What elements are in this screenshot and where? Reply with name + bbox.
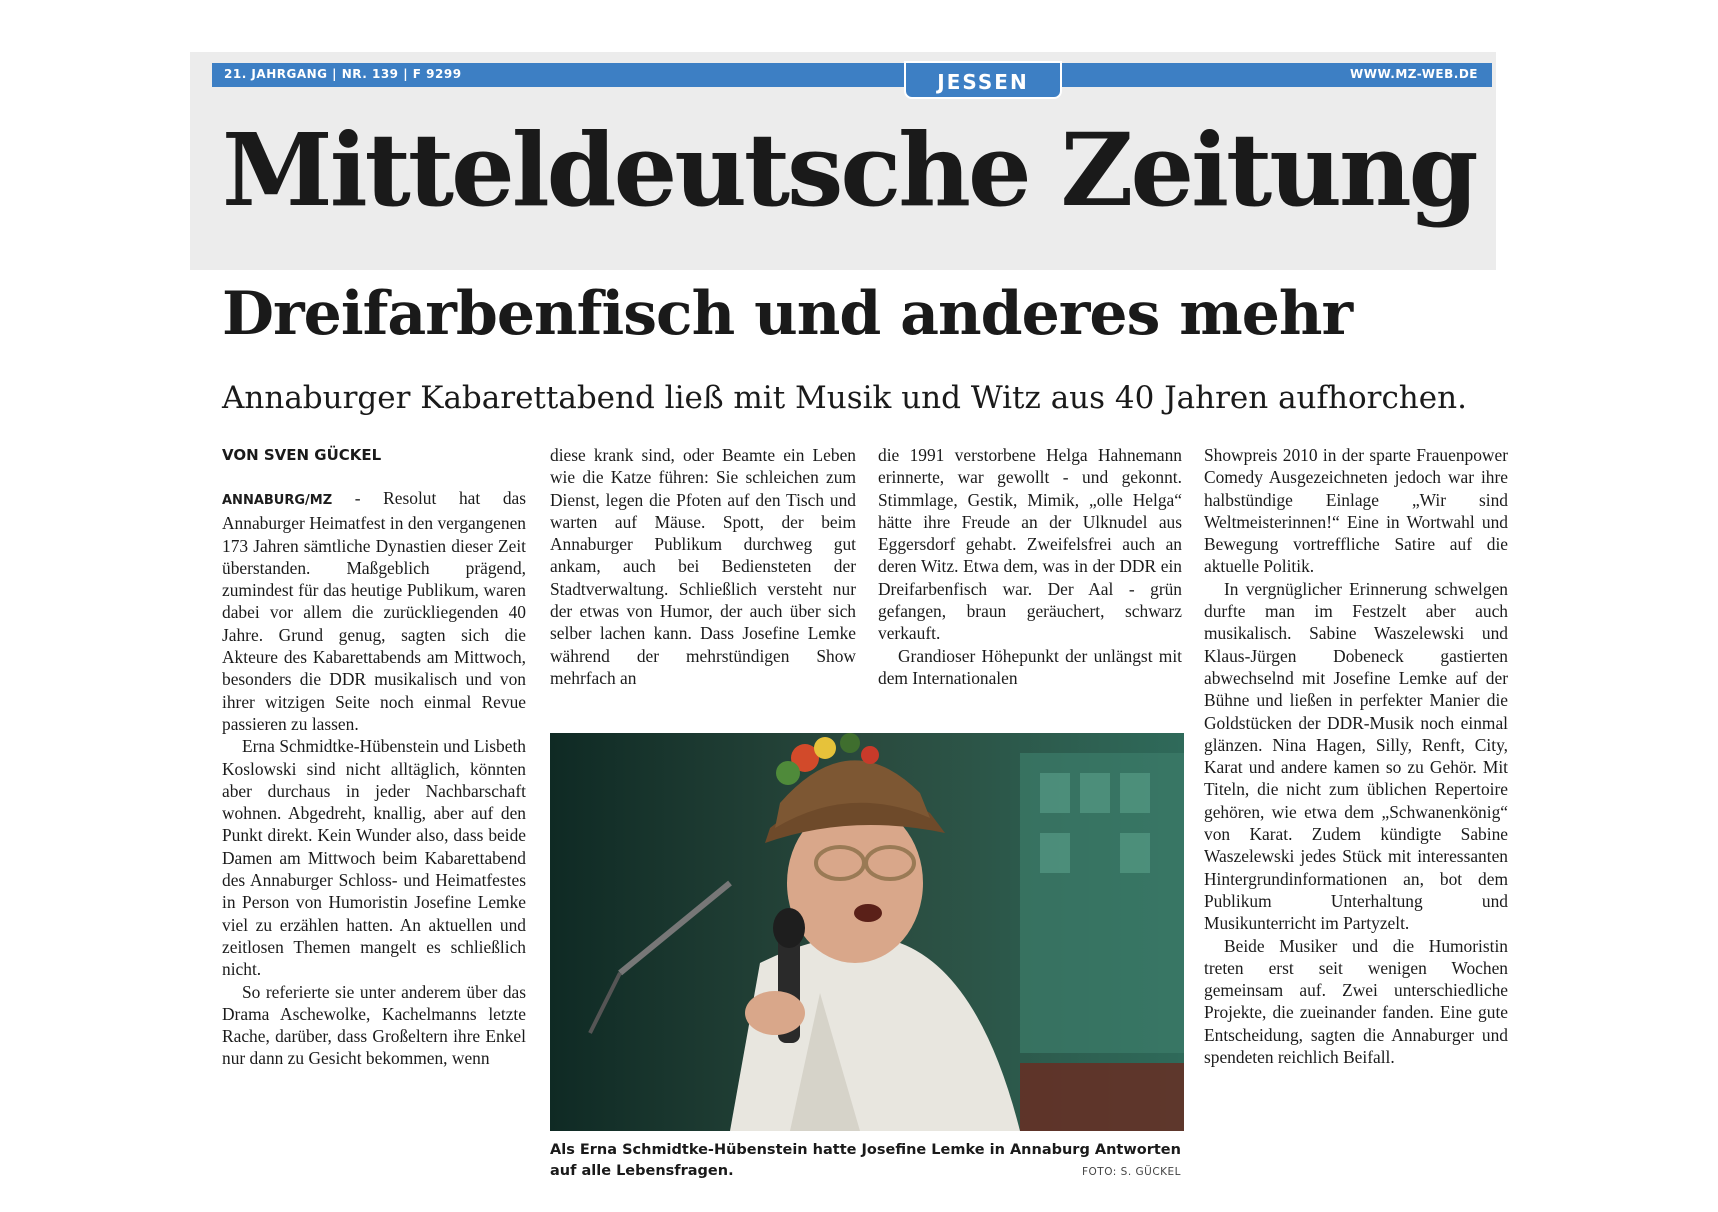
dateline: ANNABURG/MZ — [222, 493, 333, 508]
article-subheadline: Annaburger Kabarettabend ließ mit Musik und Witz aus 40 Jahren aufhorchen. — [222, 380, 1467, 416]
article-column-3 — [878, 444, 1182, 689]
paragraph-6: Beide Musiker und die Humoristin treten erst seit wenigen Wochen gemeinsam auf. Zwei unterschiedliche Projekte, die zueinander fanden. Eine gute Entscheidung, sagten die Annaburger und spendeten reichlich Beifall. — [1204, 935, 1508, 1068]
paragraph-3-part-1: So referierte sie unter anderem über das Drama Aschewolke, Kachelmanns letzte Rache, darüber, dass Großeltern ihre Enkel nur dann zu Gesicht bekommen, wenn — [222, 981, 526, 1069]
newspaper-title: Mitteldeutsche Zeitung — [222, 111, 1476, 229]
edition-label: JESSEN — [937, 70, 1029, 94]
paragraph-3-part-2: diese krank sind, oder Beamte ein Leben wie die Katze führen: Sie schleichen zum Dienst, legen die Pfoten auf den Tisch und warten auf Mäuse. Spott, der beim Annaburger Publikum durchweg gut ankam, auch bei Bediensteten der Stadtverwaltung. Schließlich versteht nur der etwas von Humor, der auch über sich selber lachen kann. Dass Josefine Lemke während der mehrstündigen Show mehrfach an — [550, 445, 856, 688]
paragraph-1 — [222, 487, 526, 735]
paragraph-2: Erna Schmidtke-Hübenstein und Lisbeth Koslowski sind nicht alltäglich, könnten aber durchaus in jeder Nachbarschaft wohnen. Abgedreht, knallig, aber auf den Punkt direkt. Kein Wunder also, dass beide Damen am Mittwoch beim Kabarettabend des Annaburger Schloss- und Heimatfestes in Person von Humoristin Josefine Lemke viel zu erzählen hatten. An aktuellen und zeitlosen Themen mangelt es schließlich nicht. — [222, 736, 526, 980]
paragraph-4-part-2: Showpreis 2010 in der sparte Frauenpower Comedy Ausgezeichneten jedoch war ihre halbstündige Einlage „Wir sind Weltmeisterinnen!“ Eine in Wortwahl und Bewegung vortreffliche Satire auf die aktuelle Politik. — [1204, 445, 1508, 577]
article-column-4 — [1204, 444, 1508, 1068]
masthead-top-bar — [212, 63, 1492, 87]
paragraph-3-part-3: die 1991 verstorbene Helga Hahnemann erinnerte, war gewollt - und gekonnt. Stimmlage, Gestik, Mimik, „olle Helga“ hätte ihre Freude an der Ulknudel aus Eggersdorf gehabt. Zweifelsfrei auch an deren Witz. Etwa dem, was in der DDR ein Dreifarbenfisch war. Der Aal - grün gefangen, braun geräuchert, schwarz verkauft. — [878, 445, 1182, 644]
photo-credit: FOTO: S. GÜCKEL — [1082, 1166, 1182, 1178]
issue-info: 21. JAHRGANG | NR. 139 | F 9299 — [224, 67, 462, 81]
performer-illustration — [550, 733, 1184, 1131]
website-link[interactable]: WWW.MZ-WEB.DE — [1350, 67, 1478, 81]
article-headline: Dreifarbenfisch und anderes mehr — [222, 279, 1353, 349]
byline: VON SVEN GÜCKEL — [222, 446, 382, 464]
photo-caption: Als Erna Schmidtke-Hübenstein hatte Josefine Lemke in Annaburg Antworten auf alle Lebensfragen. — [550, 1142, 1181, 1179]
article-column-1 — [222, 487, 526, 1070]
paragraph-5: In vergnüglicher Erinnerung schwelgen durfte man im Festzelt aber auch musikalisch. Sabine Waszelewski und Klaus-Jürgen Dobeneck gastierten abwechselnd mit Josefine Lemke auf der Bühne und ließen in perfekter Manier die Goldstücken der DDR-Musik noch einmal glänzen. Nina Hagen, Silly, Renft, City, Karat und andere kamen so zu Gehör. Mit Titeln, die nicht zum üblichen Repertoire gehören, wie etwa dem „Schwanenkönig“ von Karat. Zudem kündigte Sabine Waszelewski jedes Stück mit interessanten Hintergrundinformationen an, bot dem Publikum Unterhaltung und Musikunterricht im Partyzelt. — [1204, 578, 1508, 934]
article-column-2 — [550, 444, 856, 689]
article-photo — [550, 733, 1184, 1131]
paragraph-4-part-1: Grandioser Höhepunkt der unlängst mit dem Internationalen — [878, 645, 1182, 688]
edition-tab — [904, 61, 1062, 99]
paragraph-1-text: - Resolut hat das Annaburger Heimatfest in den vergangenen 173 Jahren sämtliche Dynastien dieser Zeit überstanden. Maßgeblich prägend, zumindest für das heutige Publikum, waren dabei vor allem die zurückliegenden 40 Jahre. Grund genug, sagten sich die Akteure des Kabarettabends am Mittwoch, besonders die DDR musikalisch und von ihrer witzigen Seite noch einmal Revue passieren zu lassen. — [222, 488, 526, 734]
